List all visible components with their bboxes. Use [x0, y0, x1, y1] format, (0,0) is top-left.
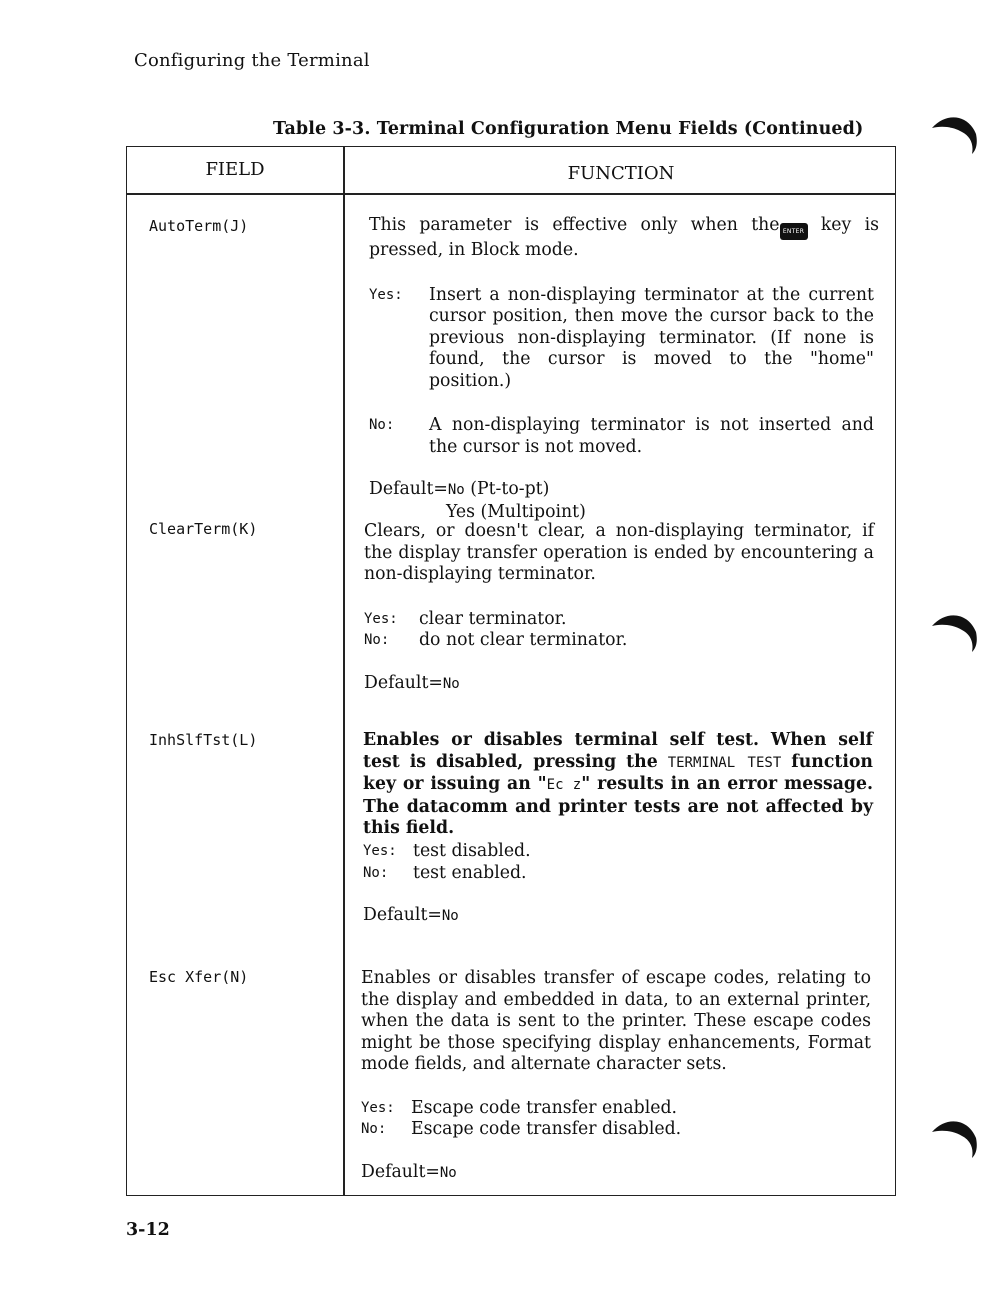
binder-tab-mark-icon: [928, 608, 980, 660]
option-text: clear terminator.: [419, 608, 567, 629]
default-value-line2: Yes (Multipoint): [446, 501, 586, 522]
option-no: [361, 1119, 871, 1141]
function-clearterm: [364, 521, 874, 695]
function-inhslftst: [363, 730, 873, 840]
option-yes: [369, 285, 879, 393]
function-escxfer: [361, 968, 871, 1184]
option-no: [363, 863, 858, 885]
column-divider: [343, 147, 345, 1195]
option-text: Insert a non-displaying terminator at the current cursor position, then move the cursor back to the previous non-displaying terminator. (If none is found, the cursor is moved to the "home" position.): [429, 284, 874, 391]
function-inhslftst-options: [363, 841, 858, 928]
field-name-autoterm: AutoTerm(J): [149, 217, 249, 235]
option-text: Escape code transfer enabled.: [411, 1097, 678, 1118]
option-key: No:: [361, 1121, 387, 1137]
column-header-field: FIELD: [205, 159, 265, 180]
field-name-escxfer: Esc Xfer(N): [149, 968, 249, 986]
option-key: Yes:: [363, 843, 397, 859]
default-value: Default=No: [361, 1161, 457, 1182]
binder-tab-mark-icon: [928, 110, 980, 162]
enter-key-icon: ENTER: [780, 223, 808, 240]
header-divider: [127, 193, 895, 195]
option-key: Yes:: [369, 286, 403, 303]
function-autoterm: [369, 215, 879, 523]
option-yes: [361, 1098, 871, 1120]
option-no: [364, 630, 874, 652]
default-value: Default=No: [364, 672, 460, 693]
binder-tab-mark-icon: [928, 1114, 980, 1166]
field-name-inhslftst: InhSlfTst(L): [149, 731, 258, 749]
option-yes: [364, 609, 874, 631]
running-head: Configuring the Terminal: [134, 50, 370, 71]
option-text: Escape code transfer disabled.: [411, 1119, 682, 1139]
option-no: [369, 415, 879, 458]
default-value: Default=No (Pt-to-pt): [369, 479, 550, 499]
option-yes: [363, 841, 858, 863]
table-caption: Table 3-3. Terminal Configuration Menu Fields (Continued): [273, 119, 864, 139]
function-description: This parameter is effective only when the ENTER key is pressed, in Block mode.: [369, 215, 879, 260]
config-fields-table: [126, 146, 896, 1196]
field-name-clearterm: ClearTerm(K): [149, 520, 258, 538]
option-key: No:: [363, 864, 389, 881]
function-description: Enables or disables transfer of escape codes, relating to the display and embedded in data, to an external printer, when the data is sent to the printer. These escape codes might be those specifying display enhancements, Format mode fields, and alternate character sets.: [361, 968, 871, 1074]
option-text: do not clear terminator.: [419, 630, 628, 650]
option-text: test disabled.: [413, 841, 531, 861]
option-text: A non-displaying terminator is not inserted and the cursor is not moved.: [429, 415, 874, 457]
page-number: 3-12: [126, 1220, 170, 1240]
function-description: Enables or disables terminal self test. When self test is disabled, pressing the TERMINAL TEST function key or issuing an "Ec z" results in an error message. The datacomm and printer tests are not affected by this field.: [363, 730, 874, 838]
option-key: Yes:: [364, 610, 398, 627]
column-header-function: FUNCTION: [567, 163, 675, 184]
function-description: Clears, or doesn't clear, a non-displaying terminator, if the display transfer operation is ended by encountering a non-displaying terminator.: [364, 521, 874, 584]
option-key: No:: [364, 632, 390, 648]
default-value: Default=No: [363, 905, 459, 925]
option-key: No:: [369, 417, 395, 433]
option-text: test enabled.: [413, 862, 527, 883]
option-key: Yes:: [361, 1099, 395, 1116]
